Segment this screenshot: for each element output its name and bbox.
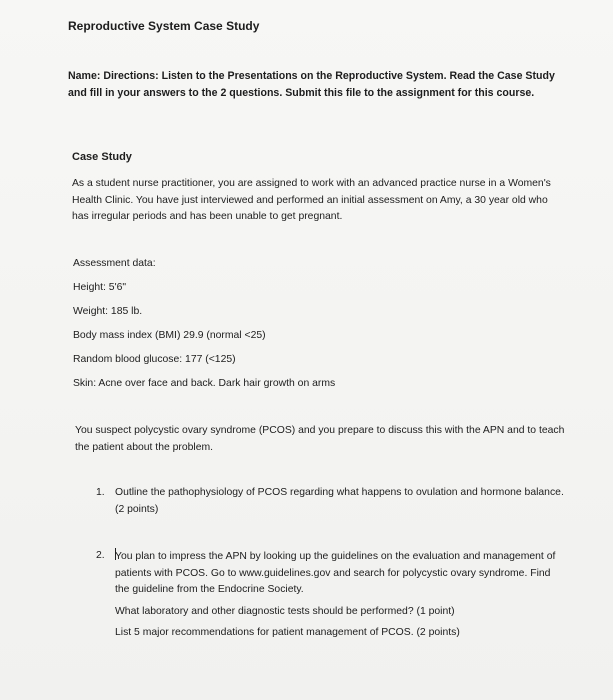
- question-2-text-content: You plan to impress the APN by looking up the guidelines on the evaluation and management of patients with PCOS. Go to www.guidelines.gov and search for polycystic ovary syndrome. Find the guideline from the Endocrine Society.: [115, 551, 556, 595]
- assessment-height: Height: 5'6": [73, 282, 127, 293]
- question-2-text[interactable]: [115, 548, 566, 599]
- suspect-paragraph: You suspect polycystic ovary syndrome (PCOS) and you prepare to discuss this with the APN and to teach the patient about the problem.: [75, 425, 565, 453]
- assessment-bmi: Body mass index (BMI) 29.9 (normal <25): [73, 330, 266, 341]
- question-1-text: Outline the pathophysiology of PCOS regarding what happens to ovulation and hormone balance. (2 points): [115, 487, 564, 515]
- assessment-glucose: Random blood glucose: 177 (<125): [73, 354, 236, 365]
- document-title: Reproductive System Case Study: [68, 19, 260, 33]
- question-2-number: 2.: [96, 550, 105, 561]
- directions-paragraph: Name: Directions: Listen to the Presentations on the Reproductive System. Read the Case Study and fill in your answers to the 2 questions. Submit this file to the assignment for this course.: [68, 70, 555, 99]
- assessment-data: [73, 256, 335, 400]
- question-2-sub-1: What laboratory and other diagnostic tests should be performed? (1 point): [115, 605, 455, 617]
- question-2-sub-2: List 5 major recommendations for patient management of PCOS. (2 points): [115, 627, 460, 638]
- question-1: [96, 485, 566, 518]
- case-study-heading: Case Study: [72, 151, 132, 163]
- case-intro-paragraph: As a student nurse practitioner, you are assigned to work with an advanced practice nurse in a Women's Health Clinic. You have just interviewed and performed an initial assessment on Amy, a 30 year old who has irregular periods and has been unable to get pregnant.: [72, 178, 551, 222]
- assessment-weight: Weight: 185 lb.: [73, 306, 143, 317]
- assessment-skin: Skin: Acne over face and back. Dark hair growth on arms: [73, 378, 336, 389]
- question-2: [96, 548, 566, 642]
- assessment-heading: Assessment data:: [73, 258, 156, 269]
- question-1-number: 1.: [96, 487, 105, 498]
